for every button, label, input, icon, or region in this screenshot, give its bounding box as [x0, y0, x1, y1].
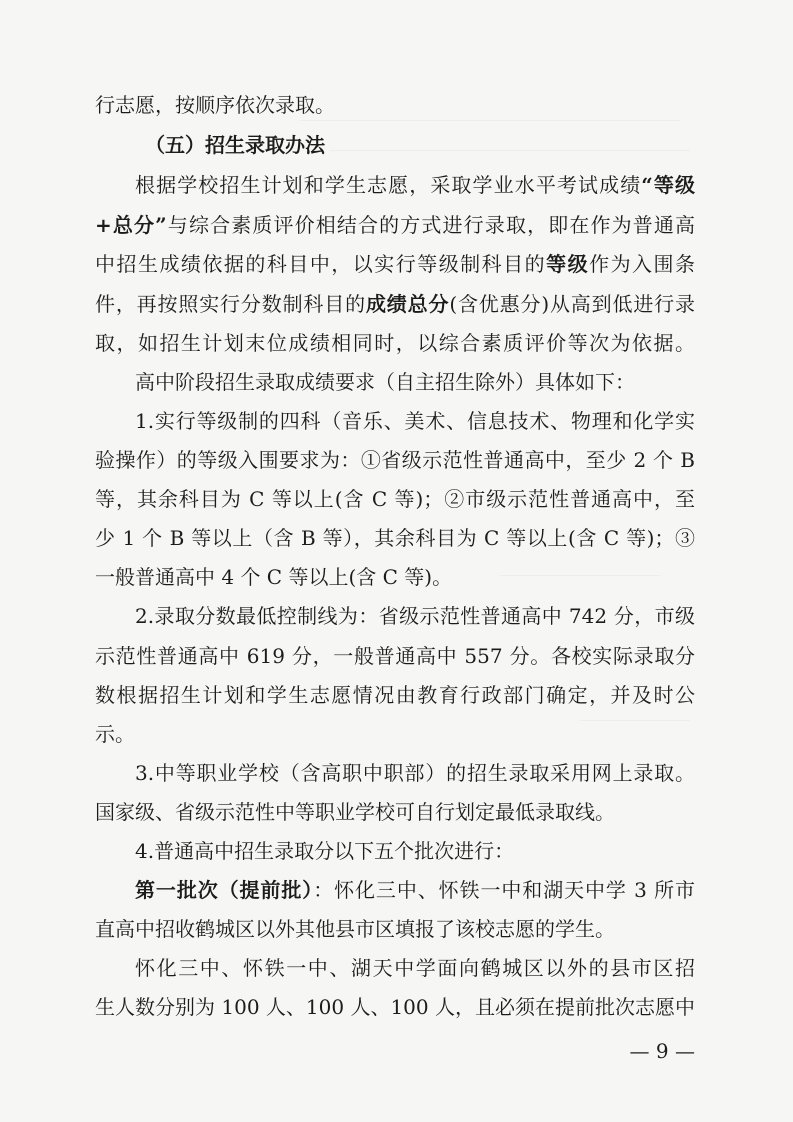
text-line: 3.中等职业学校（含高职中职部）的招生录取采用网上录取。: [135, 761, 695, 785]
text-line: 生人数分别为 100 人、100 人、100 人，且必须在提前批次志愿中: [95, 995, 695, 1019]
text-line: 验操作）的等级入围要求为：①省级示范性普通高中，至少 2 个 B: [95, 448, 695, 472]
text-line: 第一批次（提前批）：怀化三中、怀铁一中和湖天中学 3 所市: [135, 878, 695, 902]
text-line: 示。: [95, 722, 135, 746]
text-line: 2.录取分数最低控制线为：省级示范性普通高中 742 分，市级: [135, 604, 695, 628]
text-line: 中招生成绩依据的科目中，以实行等级制科目的等级作为入围条: [95, 252, 696, 276]
text-line: 件，再按照实行分数制科目的成绩总分(含优惠分)从高到低进行录: [95, 292, 696, 316]
text-line: 取，如招生计划末位成绩相同时，以综合素质评价等次为依据。: [95, 331, 695, 355]
text-line: 直高中招收鹤城区以外其他县市区填报了该校志愿的学生。: [95, 917, 615, 941]
text-line: 示范性普通高中 619 分，一般普通高中 557 分。各校实际录取分: [95, 644, 695, 668]
text-line: 一般普通高中 4 个 C 等以上(含 C 等)。: [95, 565, 453, 589]
text-line: 数根据招生计划和学生志愿情况由教育行政部门确定，并及时公: [95, 683, 695, 707]
text-line: 怀化三中、怀铁一中、湖天中学面向鹤城区以外的县市区招: [135, 956, 695, 980]
section-heading: （五）招生录取办法: [145, 133, 325, 157]
text-line: 等，其余科目为 C 等以上(含 C 等)；②市级示范性普通高中，至: [95, 487, 695, 511]
text-line: 行志愿，按顺序依次录取。: [95, 93, 335, 117]
text-line: 1.实行等级制的四科（音乐、美术、信息技术、物理和化学实: [135, 409, 695, 433]
text-line: 根据学校招生计划和学生志愿，采取学业水平考试成绩“等级: [135, 173, 695, 197]
text-line: 少 1 个 B 等以上（含 B 等），其余科目为 C 等以上(含 C 等)；③: [95, 526, 695, 550]
page-number: — 9 —: [629, 1039, 695, 1063]
text-line: 国家级、省级示范性中等职业学校可自行划定最低录取线。: [95, 800, 615, 824]
text-line: +总分”与综合素质评价相结合的方式进行录取，即在作为普通高: [95, 213, 696, 237]
text-line: 4.普通高中招生录取分以下五个批次进行：: [135, 839, 515, 863]
text-line: 高中阶段招生录取成绩要求（自主招生除外）具体如下：: [135, 370, 635, 394]
